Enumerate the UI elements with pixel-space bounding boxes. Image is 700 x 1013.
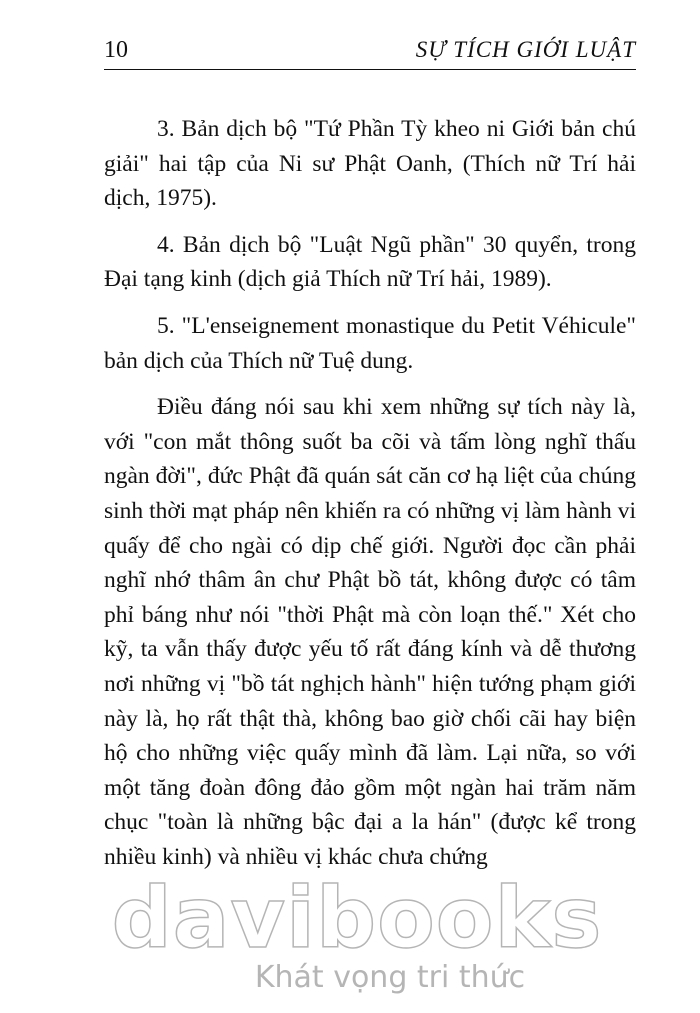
list-item-5: 5. "L'enseignement monastique du Petit Véhicule" bản dịch của Thích nữ Tuệ dung.: [104, 312, 636, 374]
list-item-4: 4. Bản dịch bộ "Luật Ngũ phần" 30 quyển, trong Đại tạng kinh (dịch giả Thích nữ Trí hải, 1989).: [104, 231, 636, 293]
watermark-tagline: Khát vọng tri thức: [254, 960, 526, 995]
body-paragraph: Điều đáng nói sau khi xem những sự tích này là, với "con mắt thông suốt ba cõi và tấm lòng nghĩ thấu ngàn đời", đức Phật đã quán sát căn cơ hạ liệt của chúng sinh thời mạt pháp nên khiến ra có những vị làm hành vi quấy để cho ngài có dịp chế giới. Người đọc cần phải nghĩ nhớ thâm ân chư Phật bồ tát, không được có tâm phỉ báng như nói "thời Phật mà còn loạn thế." Xét cho kỹ, ta vẫn thấy được yếu tố rất đáng kính và dễ thương nơi những vị "bồ tát nghịch hành" hiện tướng phạm giới này là, họ rất thật thà, không bao giờ chối cãi hay biện hộ cho những việc quấy mình đã làm. Lại nữa, so với một tăng đoàn đông đảo gồm một ngàn hai trăm năm chục "toàn là những bậc đại a la hán" (được kể trong nhiều kinh) và nhiều vị khác chưa chứng: [104, 394, 636, 870]
body-text: [104, 112, 636, 874]
running-title: SỰ TÍCH GIỚI LUẬT: [415, 37, 636, 62]
page-header: [104, 36, 636, 70]
page-number: 10: [104, 37, 128, 63]
watermark-logo: davibooks: [111, 869, 603, 967]
watermark: [0, 869, 700, 996]
list-item-3: 3. Bản dịch bộ "Tứ Phần Tỳ kheo ni Giới bản chú giải" hai tập của Ni sư Phật Oanh, (Thích nữ Trí hải dịch, 1975).: [104, 116, 636, 212]
header-divider: [104, 69, 636, 70]
